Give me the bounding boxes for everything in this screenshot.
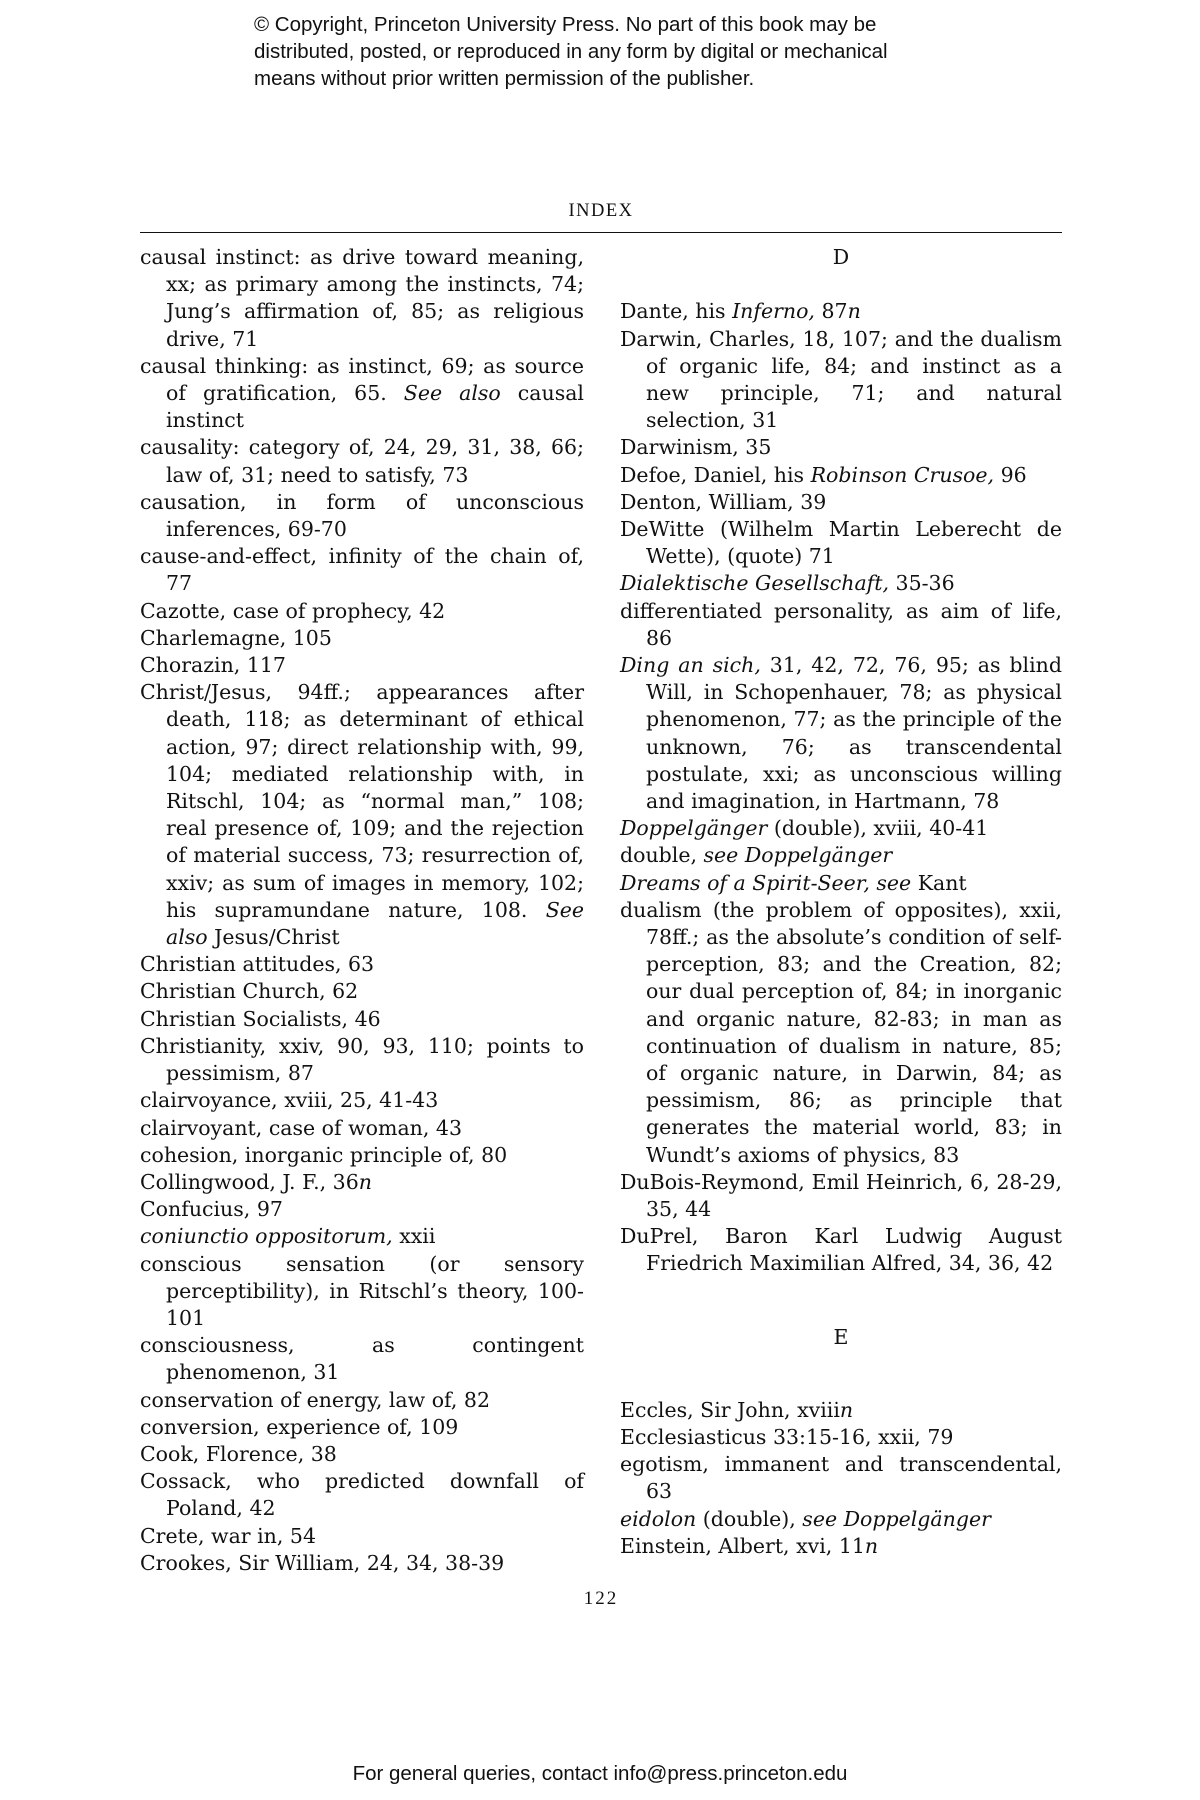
index-entry: causality: category of, 24, 29, 31, 38, 66; law of, 31; need to satisfy, 73 [140, 435, 584, 487]
index-entry: Christian attitudes, 63 [140, 952, 375, 977]
index-entry: Darwin, Charles, 18, 107; and the dualism of organic life, 84; and instinct as a new principle, 71; and natural selection, 31 [620, 326, 1062, 433]
index-entry: Doppelgänger (double), xviii, 40-41 [620, 816, 989, 841]
index-entry: differentiated personality, as aim of life, 86 [620, 598, 1062, 650]
index-entry: Ding an sich, 31, 42, 72, 76, 95; as blind Will, in Schopenhauer, 78; as physical phenomenon, 77; as the principle of the unknown, 76; as transcendental postulate, xxi; as unconscious willing and imagination, in Hartmann, 78 [620, 653, 1062, 814]
index-column-right [620, 244, 1062, 1560]
index-entry: Dialektische Gesellschaft, 35-36 [620, 571, 955, 596]
index-entry: cohesion, inorganic principle of, 80 [140, 1142, 508, 1167]
index-entry: causal thinking: as instinct, 69; as source of gratification, 65. See also causal instinct [140, 353, 584, 433]
index-entry: clairvoyant, case of woman, 43 [140, 1115, 463, 1140]
index-entry: Christianity, xxiv, 90, 93, 110; points to pessimism, 87 [140, 1033, 584, 1086]
index-entry: Confucius, 97 [140, 1197, 283, 1222]
index-column-left [140, 244, 584, 1577]
index-entry: Christian Socialists, 46 [140, 1006, 381, 1031]
index-entry: Ecclesiasticus 33:15-16, xxii, 79 [620, 1425, 954, 1450]
heading-rule [140, 232, 1062, 233]
copyright-line: means without prior written permission of the publisher. [254, 67, 755, 90]
index-entry: Denton, William, 39 [620, 489, 827, 514]
index-entry: conservation of energy, law of, 82 [140, 1387, 491, 1412]
index-entry: Cazotte, case of prophecy, 42 [140, 598, 446, 623]
index-entry: DuBois-Reymond, Emil Heinrich, 6, 28-29, 35, 44 [620, 1169, 1062, 1222]
index-entry: DeWitte (Wilhelm Martin Leberecht de Wette), (quote) 71 [620, 517, 1062, 569]
index-entry: conversion, experience of, 109 [140, 1414, 459, 1439]
section-letter: D [832, 245, 850, 269]
page-number: 122 [583, 1588, 619, 1609]
index-entry: clairvoyance, xviii, 25, 41-43 [140, 1088, 439, 1113]
index-entry: coniunctio oppositorum, xxii [140, 1224, 436, 1249]
index-entry: Einstein, Albert, xvi, 11n [620, 1533, 879, 1558]
section-spacer [620, 1351, 1062, 1397]
copyright-notice [254, 11, 1014, 92]
index-entry: eidolon (double), see Doppelgänger [620, 1506, 991, 1531]
copyright-line: © Copyright, Princeton University Press. No part of this book may be [254, 13, 877, 36]
section-letter: E [833, 1324, 849, 1349]
index-entry: dualism (the problem of opposites), xxii, 78ff.; as the absolute’s condition of self-perception, 83; and the Creation, 82; our dual perception of, 84; in inorganic and organic nature, 82-83; in man as continuation of dualism in nature, 85; of organic nature, in Darwin, 84; as pessimism, 86; as principle that generates the material world, 83; in Wundt’s axioms of physics, 83 [620, 897, 1062, 1167]
index-entry: Christ/Jesus, 94ff.; appearances after death, 118; as determinant of ethical action, 97; direct relationship with, 99, 104; mediated relationship with, in Ritschl, 104; as “normal man,” 108; real presence of, 109; and the rejection of material success, 73; resurrection of, xxiv; as sum of images in memory, 102; his supramundane nature, 108. See also Jesus/Christ [140, 680, 584, 950]
index-entry: Darwinism, 35 [620, 435, 772, 460]
index-entry: Defoe, Daniel, his Robinson Crusoe, 96 [620, 462, 1027, 487]
copyright-line: distributed, posted, or reproduced in any form by digital or mechanical [254, 40, 888, 63]
index-entry: Cook, Florence, 38 [140, 1441, 337, 1466]
index-entry: causal instinct: as drive toward meaning, xx; as primary among the instincts, 74; Jung’s affirmation of, 85; as religious drive, 71 [140, 245, 584, 351]
index-entry: Crookes, Sir William, 24, 34, 38-39 [140, 1550, 505, 1575]
index-entry: cause-and-effect, infinity of the chain of, 77 [140, 544, 584, 596]
index-entry: Chorazin, 117 [140, 653, 286, 678]
index-entry: DuPrel, Baron Karl Ludwig August Friedrich Maximilian Alfred, 34, 36, 42 [620, 1224, 1062, 1276]
index-entry: Christian Church, 62 [140, 979, 359, 1004]
index-entry: Dreams of a Spirit-Seer, see Kant [620, 870, 967, 895]
index-entry: conscious sensation (or sensory perceptibility), in Ritschl’s theory, 100-101 [140, 1251, 584, 1330]
index-entry: Crete, war in, 54 [140, 1523, 316, 1548]
section-spacer [620, 1278, 1062, 1324]
index-entry: Charlemagne, 105 [140, 625, 332, 650]
index-heading: INDEX [568, 201, 634, 221]
index-entry: Dante, his Inferno, 87n [620, 299, 861, 324]
index-entry: Eccles, Sir John, xviiin [620, 1397, 854, 1422]
index-entry: causation, in form of unconscious inferences, 69-70 [140, 489, 584, 542]
index-entry: consciousness, as contingent phenomenon, 31 [140, 1333, 584, 1385]
section-spacer [620, 271, 1062, 298]
footer-contact: For general queries, contact info@press.princeton.edu [352, 1762, 848, 1785]
index-entry: egotism, immanent and transcendental, 63 [620, 1452, 1062, 1504]
index-entry: Cossack, who predicted downfall of Poland, 42 [140, 1469, 584, 1521]
index-entry: double, see Doppelgänger [620, 843, 893, 868]
index-entry: Collingwood, J. F., 36n [140, 1169, 372, 1194]
